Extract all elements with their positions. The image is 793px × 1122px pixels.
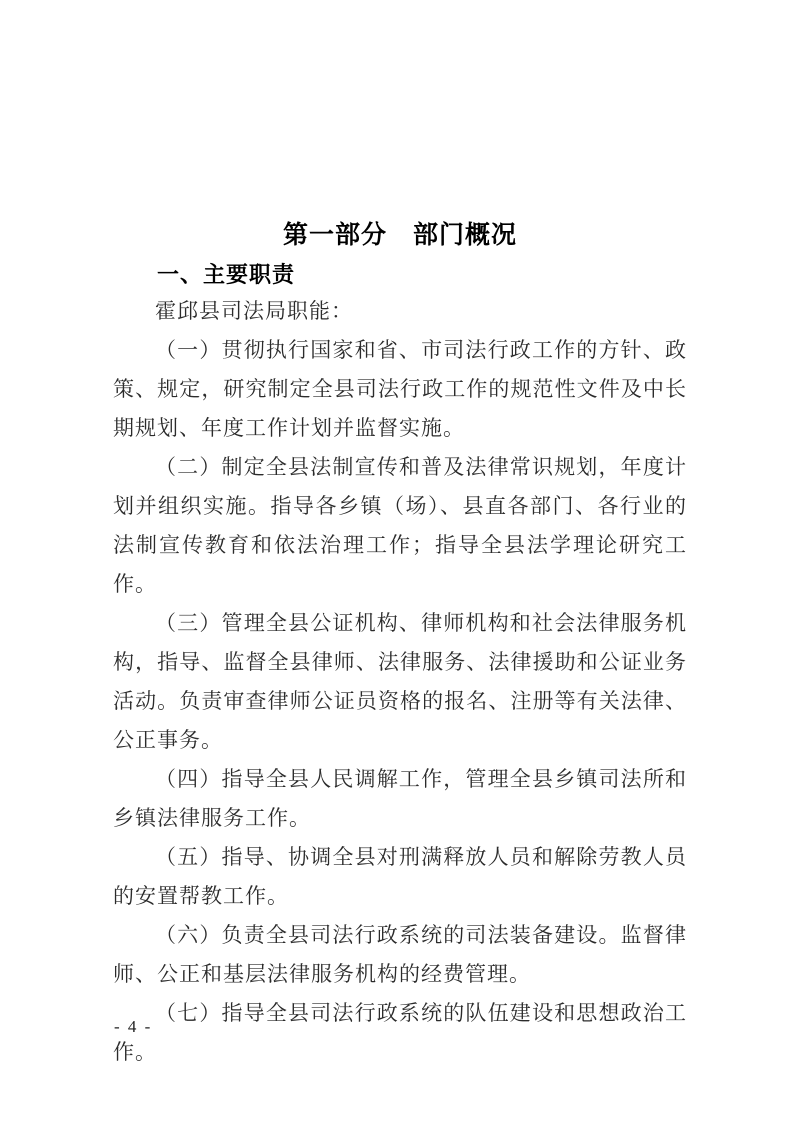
paragraph-4: （四）指导全县人民调解工作，管理全县乡镇司法所和乡镇法律服务工作。 (113, 767, 687, 830)
paragraph-1: （一）贯彻执行国家和省、市司法行政工作的方针、政策、规定，研究制定全县司法行政工作的规范性文件及中长期规划、年度工作计划并监督实施。 (113, 338, 687, 440)
paragraph-5: （五）指导、协调全县对刑满释放人员和解除劳教人员的安置帮教工作。 (113, 845, 687, 908)
document-body (113, 292, 687, 1072)
document-title: 第一部分 部门概况 (282, 221, 517, 249)
paragraph-2: （二）制定全县法制宣传和普及法律常识规划，年度计划并组织实施。指导各乡镇（场）、县直各部门、各行业的法制宣传教育和依法治理工作；指导全县法学理论研究工作。 (113, 455, 687, 596)
paragraph-3: （三）管理全县公证机构、律师机构和社会法律服务机构，指导、监督全县律师、法律服务、法律援助和公证业务活动。负责审查律师公证员资格的报名、注册等有关法律、公正事务。 (113, 611, 687, 752)
section-heading: 一、主要职责 (157, 262, 296, 287)
intro-line: 霍邱县司法局职能： (155, 299, 353, 323)
paragraph-6: （六）负责全县司法行政系统的司法装备建设。监督律师、公正和基层法律服务机构的经费管理。 (113, 923, 687, 986)
paragraph-7: （七）指导全县司法行政系统的队伍建设和思想政治工作。 (113, 1001, 687, 1064)
page-number: - 4 - (114, 1017, 153, 1036)
